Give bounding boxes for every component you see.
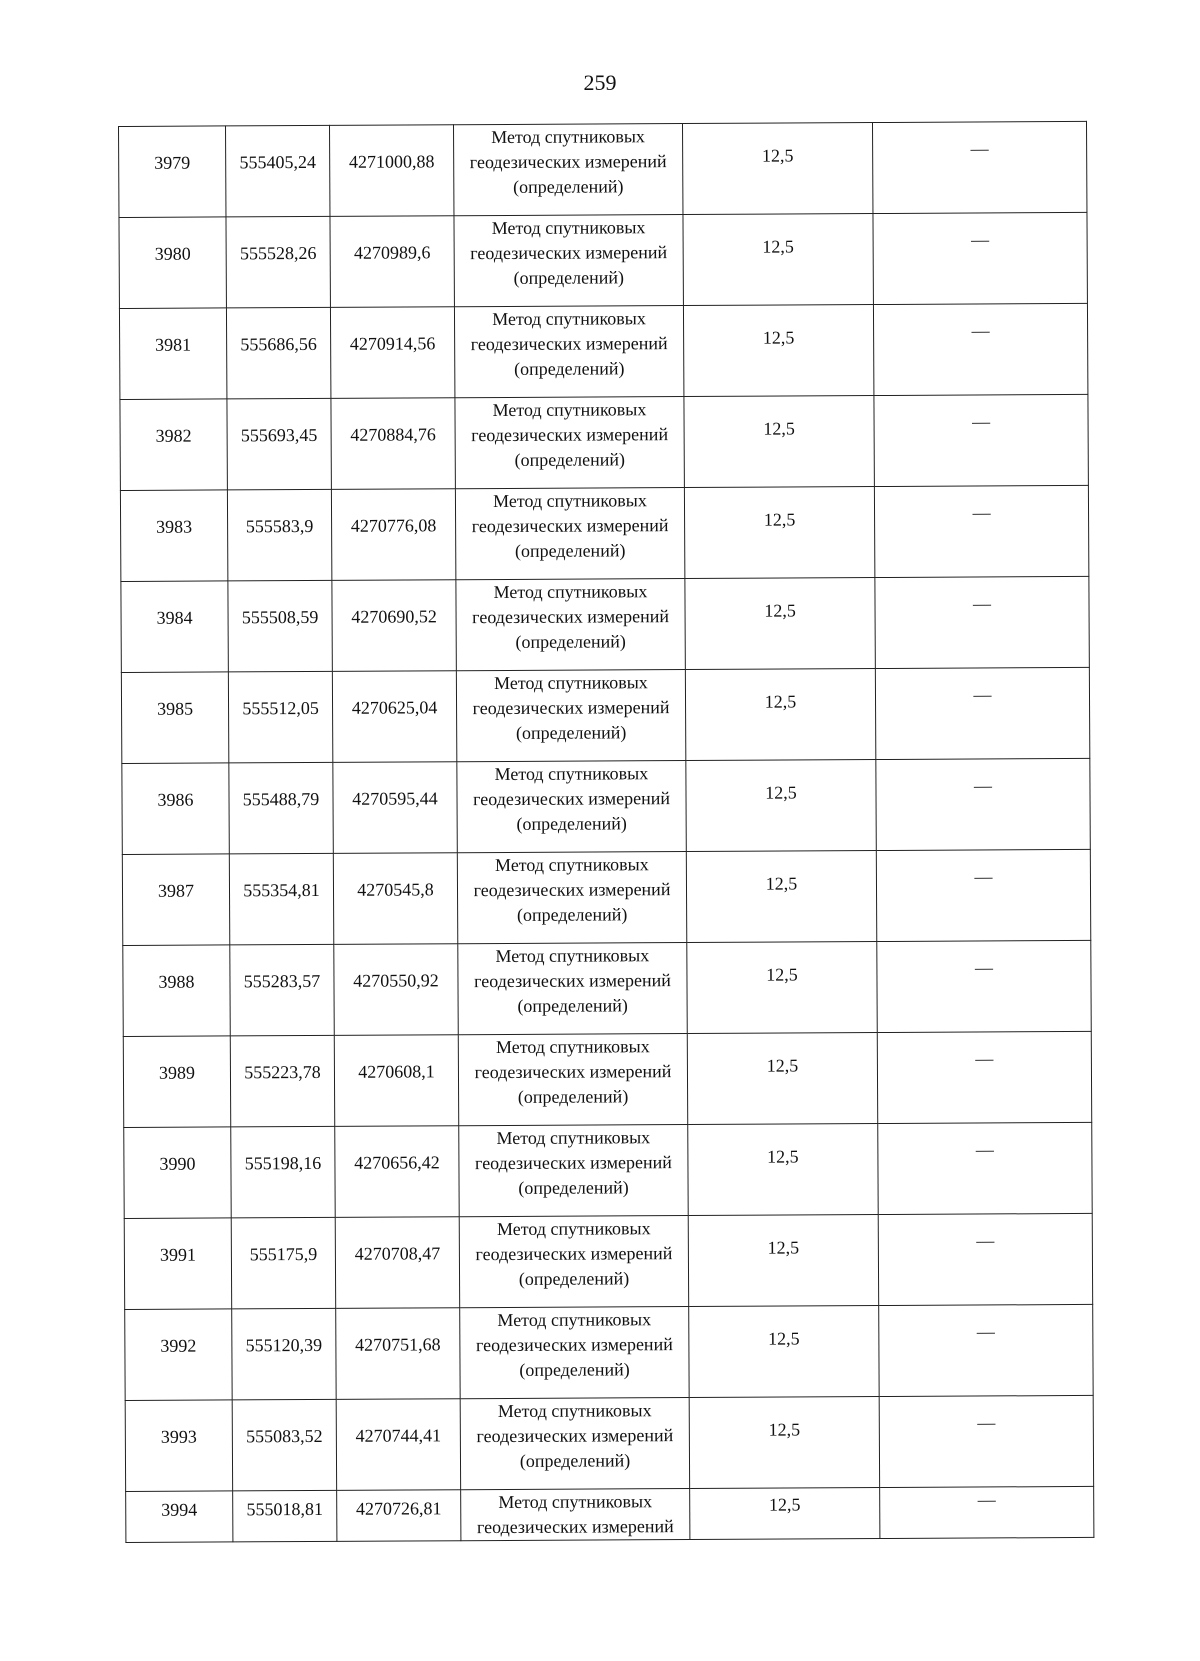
table-row xyxy=(124,1213,1092,1309)
accuracy-cell: 12,5 xyxy=(688,1124,878,1216)
y-coordinate-cell: 4270550,92 xyxy=(334,944,458,1036)
x-coordinate-cell: 555198,16 xyxy=(231,1126,335,1218)
accuracy-cell: 12,5 xyxy=(685,669,875,761)
dash-cell: — xyxy=(879,1304,1093,1396)
method-cell xyxy=(456,670,685,762)
method-line-3: (определений) xyxy=(519,1359,630,1380)
accuracy-cell: 12,5 xyxy=(684,487,874,579)
accuracy-cell: 12,5 xyxy=(683,214,873,306)
method-line-2: геодезических измерений xyxy=(471,424,669,446)
method-line-3: (определений) xyxy=(514,540,626,561)
point-number-cell: 3989 xyxy=(123,1036,230,1128)
point-number-cell: 3986 xyxy=(122,763,229,855)
method-line-2: геодезических измерений xyxy=(476,1425,674,1447)
method-line-1: Метод спутниковых xyxy=(497,1400,652,1422)
point-number-cell: 3984 xyxy=(121,581,228,673)
x-coordinate-cell: 555354,81 xyxy=(229,853,333,945)
dash-cell: — xyxy=(877,940,1091,1032)
table-row xyxy=(119,121,1087,217)
y-coordinate-cell: 4270595,44 xyxy=(333,762,457,854)
dash-cell: — xyxy=(875,667,1089,759)
method-line-3: (определений) xyxy=(516,904,628,925)
dash-cell: — xyxy=(876,849,1090,941)
method-line-1: Метод спутниковых xyxy=(495,1036,650,1058)
x-coordinate-cell: 555223,78 xyxy=(230,1035,334,1127)
method-line-1: Метод спутниковых xyxy=(493,490,647,512)
point-number-cell: 3987 xyxy=(122,854,229,946)
table-row xyxy=(120,394,1088,490)
table-row xyxy=(120,485,1088,581)
y-coordinate-cell: 4270625,04 xyxy=(332,671,456,763)
method-line-1: Метод спутниковых xyxy=(491,217,646,239)
method-line-2: геодезических измерений xyxy=(472,697,670,719)
method-cell xyxy=(455,397,684,489)
method-line-1: Метод спутниковых xyxy=(497,1309,652,1331)
dash-cell: — xyxy=(880,1486,1094,1538)
method-line-3: (определений) xyxy=(515,722,627,743)
point-number-cell: 3981 xyxy=(119,308,226,400)
method-cell xyxy=(461,1489,690,1541)
y-coordinate-cell: 4270545,8 xyxy=(333,853,457,945)
method-line-3: (определений) xyxy=(513,267,625,288)
method-cell xyxy=(460,1307,689,1399)
table-row xyxy=(121,667,1089,763)
method-line-2: геодезических измерений xyxy=(473,788,671,810)
dash-cell: — xyxy=(874,485,1088,577)
method-cell xyxy=(453,124,682,216)
method-line-3: (определений) xyxy=(517,1086,629,1107)
method-line-2: геодезических измерений xyxy=(472,606,670,628)
method-line-3: (определений) xyxy=(518,1177,629,1198)
accuracy-cell: 12,5 xyxy=(685,578,875,670)
table-row xyxy=(123,1031,1091,1127)
method-cell xyxy=(457,852,686,944)
point-number-cell: 3980 xyxy=(119,217,226,309)
y-coordinate-cell: 4270914,56 xyxy=(330,307,454,399)
method-line-3: (определений) xyxy=(516,813,627,834)
dash-cell: — xyxy=(875,576,1089,668)
method-line-3: (определений) xyxy=(519,1450,631,1471)
x-coordinate-cell: 555528,26 xyxy=(226,216,330,308)
method-cell xyxy=(455,488,684,580)
dash-cell: — xyxy=(877,1031,1091,1123)
dash-cell: — xyxy=(878,1213,1092,1305)
method-line-2: геодезических измерений xyxy=(473,879,671,901)
dash-cell: — xyxy=(873,212,1087,304)
method-line-3: (определений) xyxy=(515,631,626,652)
accuracy-cell: 12,5 xyxy=(689,1397,879,1489)
method-line-1: Метод спутниковых xyxy=(491,126,645,148)
table-body xyxy=(119,121,1094,1542)
table-row xyxy=(123,940,1091,1036)
point-number-cell: 3979 xyxy=(119,126,226,218)
accuracy-cell: 12,5 xyxy=(689,1306,879,1398)
method-line-3: (определений) xyxy=(514,358,625,379)
y-coordinate-cell: 4270989,6 xyxy=(330,216,454,308)
point-number-cell: 3982 xyxy=(120,399,227,491)
method-line-2: геодезических измерений xyxy=(474,1061,672,1083)
y-coordinate-cell: 4270656,42 xyxy=(335,1126,459,1218)
accuracy-cell: 12,5 xyxy=(686,851,876,943)
page-number: 259 xyxy=(583,70,617,95)
x-coordinate-cell: 555083,52 xyxy=(232,1399,336,1491)
point-number-cell: 3993 xyxy=(125,1400,232,1492)
accuracy-cell: 12,5 xyxy=(684,396,874,488)
x-coordinate-cell: 555488,79 xyxy=(229,762,333,854)
y-coordinate-cell: 4270776,08 xyxy=(331,489,455,581)
method-cell xyxy=(458,1034,687,1126)
method-line-3: (определений) xyxy=(514,449,625,470)
y-coordinate-cell: 4270884,76 xyxy=(331,398,455,490)
method-line-1: Метод спутниковых xyxy=(493,581,648,603)
table-row xyxy=(122,758,1090,854)
dash-cell: — xyxy=(872,121,1086,213)
y-coordinate-cell: 4271000,88 xyxy=(329,125,453,217)
method-line-1: Метод спутниковых xyxy=(494,672,648,694)
method-cell xyxy=(456,579,685,671)
method-line-2: геодезических измерений xyxy=(470,333,668,355)
table-row xyxy=(122,849,1090,945)
accuracy-cell: 12,5 xyxy=(687,942,877,1034)
method-line-1: Метод спутниковых xyxy=(494,763,649,785)
y-coordinate-cell: 4270690,52 xyxy=(332,580,456,672)
method-line-2: геодезических измерений xyxy=(476,1516,674,1538)
dash-cell: — xyxy=(879,1395,1093,1487)
method-line-1: Метод спутниковых xyxy=(495,945,650,967)
point-number-cell: 3991 xyxy=(124,1218,231,1310)
table-row xyxy=(119,303,1087,399)
point-number-cell: 3992 xyxy=(125,1309,232,1401)
y-coordinate-cell: 4270708,47 xyxy=(335,1217,459,1309)
point-number-cell: 3988 xyxy=(123,945,230,1037)
y-coordinate-cell: 4270744,41 xyxy=(336,1399,460,1491)
table-row-last xyxy=(126,1486,1094,1542)
method-line-2: геодезических измерений xyxy=(471,515,669,537)
method-line-2: геодезических измерений xyxy=(474,1152,672,1174)
table-row xyxy=(121,576,1089,672)
point-number-cell: 3985 xyxy=(121,672,228,764)
method-line-1: Метод спутниковых xyxy=(494,854,649,876)
accuracy-cell: 12,5 xyxy=(690,1488,880,1540)
method-line-2: геодезических измерений xyxy=(470,242,668,264)
dash-cell: — xyxy=(874,394,1088,486)
dash-cell: — xyxy=(878,1122,1092,1214)
coordinates-table xyxy=(118,121,1094,1543)
method-cell xyxy=(460,1398,689,1490)
method-line-3: (определений) xyxy=(513,176,624,197)
y-coordinate-cell: 4270751,68 xyxy=(336,1308,460,1400)
method-line-1: Метод спутниковых xyxy=(492,308,646,330)
point-number-cell: 3994 xyxy=(126,1491,233,1543)
x-coordinate-cell: 555508,59 xyxy=(228,580,332,672)
point-number-cell: 3990 xyxy=(124,1127,231,1219)
x-coordinate-cell: 555405,24 xyxy=(226,125,330,217)
method-cell xyxy=(454,215,683,307)
x-coordinate-cell: 555283,57 xyxy=(230,944,334,1036)
dash-cell: — xyxy=(876,758,1090,850)
method-cell xyxy=(459,1216,688,1308)
method-cell xyxy=(454,306,683,398)
method-line-2: геодезических измерений xyxy=(475,1243,673,1265)
table-row xyxy=(125,1395,1093,1491)
accuracy-cell: 12,5 xyxy=(682,123,872,215)
method-line-2: геодезических измерений xyxy=(474,970,671,992)
method-line-3: (определений) xyxy=(518,1268,630,1289)
x-coordinate-cell: 555175,9 xyxy=(231,1217,335,1309)
x-coordinate-cell: 555693,45 xyxy=(227,398,331,490)
accuracy-cell: 12,5 xyxy=(687,1033,877,1125)
x-coordinate-cell: 555018,81 xyxy=(233,1490,337,1542)
method-line-1: Метод спутниковых xyxy=(498,1491,653,1513)
point-number-cell: 3983 xyxy=(120,490,227,582)
method-cell xyxy=(457,761,686,853)
method-line-1: Метод спутниковых xyxy=(492,399,647,421)
method-cell xyxy=(459,1125,688,1217)
method-line-1: Метод спутниковых xyxy=(496,1127,651,1149)
method-line-1: Метод спутниковых xyxy=(496,1218,651,1240)
method-line-3: (определений) xyxy=(517,995,628,1016)
x-coordinate-cell: 555120,39 xyxy=(232,1308,336,1400)
x-coordinate-cell: 555583,9 xyxy=(227,489,331,581)
accuracy-cell: 12,5 xyxy=(686,760,876,852)
table-row xyxy=(124,1122,1092,1218)
dash-cell: — xyxy=(873,303,1087,395)
table-row xyxy=(119,212,1087,308)
accuracy-cell: 12,5 xyxy=(683,305,873,397)
accuracy-cell: 12,5 xyxy=(688,1215,878,1307)
x-coordinate-cell: 555686,56 xyxy=(226,307,330,399)
method-line-2: геодезических измерений xyxy=(469,151,667,173)
y-coordinate-cell: 4270608,1 xyxy=(334,1035,458,1127)
method-line-2: геодезических измерений xyxy=(475,1334,673,1356)
method-cell xyxy=(458,943,687,1035)
y-coordinate-cell: 4270726,81 xyxy=(337,1490,461,1542)
x-coordinate-cell: 555512,05 xyxy=(228,671,332,763)
table-row xyxy=(125,1304,1093,1400)
